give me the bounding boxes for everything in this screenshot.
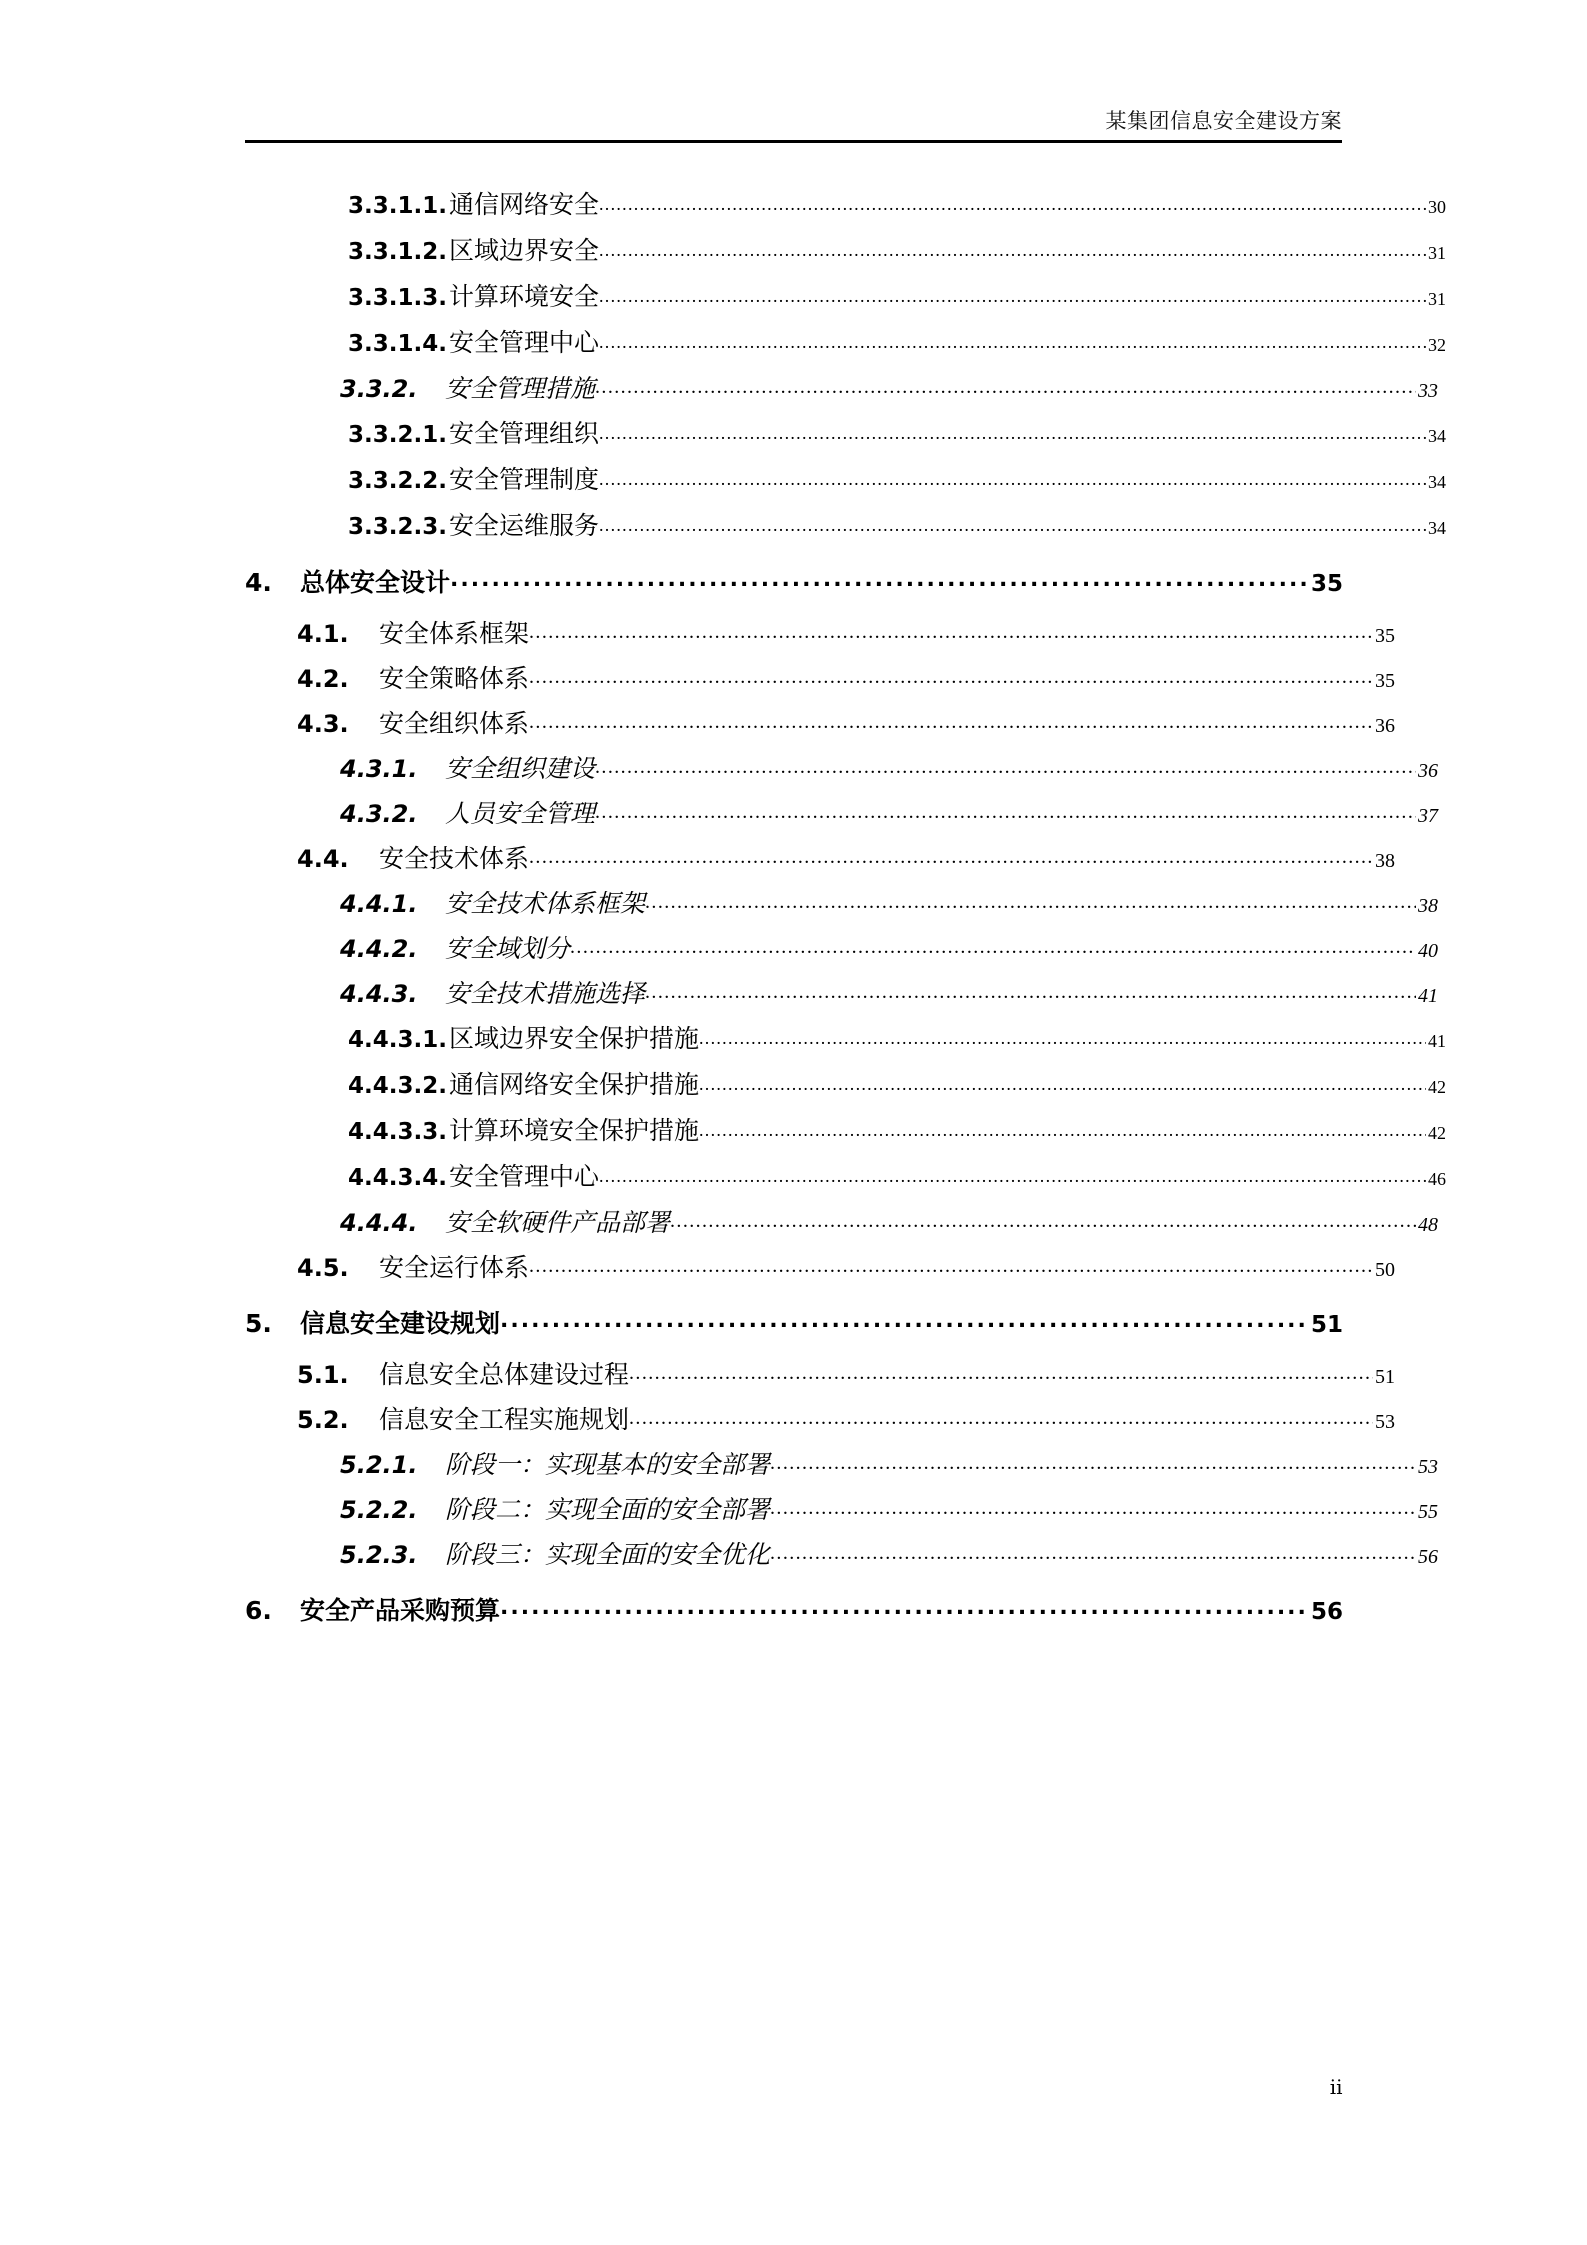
- toc-entry-number: 3.3.1.4.: [348, 331, 447, 357]
- toc-entry[interactable]: [245, 1307, 1343, 1337]
- toc-entry-number: 3.3.2.1.: [348, 422, 447, 448]
- toc-entry-number: 5.: [245, 1309, 272, 1338]
- toc-leader-dots: [599, 417, 1426, 442]
- toc-entry-number: 4.3.: [297, 710, 349, 738]
- toc-leader-dots: [500, 1594, 1309, 1619]
- toc-entry-page-number: 32: [1428, 335, 1446, 355]
- toc-entry[interactable]: [297, 842, 1395, 871]
- toc-entry[interactable]: [348, 234, 1446, 264]
- toc-leader-dots: [529, 707, 1373, 732]
- toc-entry-page-number: 51: [1375, 1366, 1395, 1388]
- toc-entry-number: 6.: [245, 1596, 272, 1625]
- toc-entry-number: 4.2.: [297, 665, 349, 693]
- toc-entry[interactable]: [340, 1538, 1438, 1567]
- toc-entry[interactable]: [297, 707, 1395, 736]
- toc-entry-title: 安全运行体系: [379, 1253, 530, 1282]
- toc-entry-number: 4.4.3.1.: [348, 1027, 447, 1053]
- toc-entry-title: 信息安全建设规划: [300, 1309, 501, 1338]
- toc-entry-title: 阶段二：实现全面的安全部署: [445, 1495, 771, 1524]
- toc-leader-dots: [570, 932, 1416, 957]
- toc-entry-title: 通信网络安全: [448, 190, 599, 219]
- toc-entry-number: 4.4.3.4.: [348, 1165, 447, 1191]
- toc-leader-dots: [529, 1251, 1373, 1276]
- toc-entry[interactable]: [340, 887, 1438, 916]
- toc-entry[interactable]: [245, 566, 1343, 596]
- toc-leader-dots: [645, 977, 1416, 1002]
- toc-entry-page-number: 53: [1375, 1411, 1395, 1433]
- toc-entry-page-number: 37: [1418, 805, 1438, 827]
- toc-entry[interactable]: [340, 977, 1438, 1006]
- toc-entry-title: 信息安全总体建设过程: [379, 1360, 630, 1389]
- toc-leader-dots: [770, 1493, 1416, 1518]
- toc-entry-number: 3.3.2.: [340, 375, 418, 403]
- toc-entry-page-number: 48: [1418, 1214, 1438, 1236]
- toc-entry-page-number: 56: [1310, 1599, 1343, 1625]
- toc-entry[interactable]: [297, 1251, 1395, 1280]
- toc-entry-number: 4.1.: [297, 620, 349, 648]
- toc-entry-number: 3.3.1.1.: [348, 193, 447, 219]
- toc-entry[interactable]: [297, 662, 1395, 691]
- toc-leader-dots: [599, 188, 1426, 213]
- toc-entry-title: 计算环境安全: [448, 282, 599, 311]
- toc-entry-page-number: 34: [1428, 518, 1446, 538]
- toc-entry-page-number: 50: [1375, 1259, 1395, 1281]
- toc-entry-page-number: 34: [1428, 426, 1446, 446]
- toc-entry[interactable]: [348, 1114, 1446, 1144]
- toc-entry-page-number: 34: [1428, 472, 1446, 492]
- toc-entry-page-number: 40: [1418, 940, 1438, 962]
- toc-entry[interactable]: [348, 463, 1446, 493]
- toc-entry-title: 区域边界安全: [448, 236, 599, 265]
- toc-entry[interactable]: [348, 280, 1446, 310]
- toc-leader-dots: [595, 372, 1416, 397]
- toc-leader-dots: [599, 463, 1426, 488]
- toc-entry-number: 5.2.3.: [340, 1541, 418, 1569]
- toc-entry-number: 3.3.2.2.: [348, 468, 447, 494]
- toc-leader-dots: [629, 1403, 1373, 1428]
- toc-entry-number: 4.4.: [297, 845, 349, 873]
- toc-entry-title: 人员安全管理: [445, 799, 596, 828]
- page-header: [245, 108, 1342, 143]
- toc-entry[interactable]: [340, 1493, 1438, 1522]
- toc-entry[interactable]: [340, 752, 1438, 781]
- toc-entry-title: 安全运维服务: [448, 511, 599, 540]
- toc-entry-number: 3.3.1.2.: [348, 239, 447, 265]
- toc-entry-title: 安全域划分: [445, 934, 571, 963]
- toc-entry-title: 安全体系框架: [379, 619, 530, 648]
- toc-leader-dots: [670, 1206, 1416, 1231]
- toc-entry-number: 4.4.1.: [340, 890, 418, 918]
- footer-page-number: ii: [1329, 2075, 1343, 2099]
- toc-entry-page-number: 53: [1418, 1456, 1438, 1478]
- toc-entry-title: 安全组织体系: [379, 709, 530, 738]
- toc-leader-dots: [595, 797, 1416, 822]
- toc-entry-page-number: 35: [1375, 625, 1395, 647]
- toc-entry-title: 通信网络安全保护措施: [448, 1070, 699, 1099]
- toc-entry-title: 安全软硬件产品部署: [445, 1208, 671, 1237]
- toc-entry-page-number: 38: [1418, 895, 1438, 917]
- toc-entry-title: 安全管理中心: [448, 328, 599, 357]
- toc-entry-page-number: 35: [1375, 670, 1395, 692]
- toc-leader-dots: [500, 1307, 1309, 1332]
- toc-entry-title: 总体安全设计: [300, 568, 451, 597]
- toc-entry-page-number: 36: [1375, 715, 1395, 737]
- toc-entry-number: 4.3.2.: [340, 800, 418, 828]
- toc-entry-title: 信息安全工程实施规划: [379, 1405, 630, 1434]
- toc-entry-title: 阶段一：实现基本的安全部署: [445, 1450, 771, 1479]
- toc-leader-dots: [599, 234, 1426, 259]
- toc-entry-number: 3.3.1.3.: [348, 285, 447, 311]
- toc-leader-dots: [529, 662, 1373, 687]
- toc-leader-dots: [529, 842, 1373, 867]
- toc-leader-dots: [770, 1448, 1416, 1473]
- toc-entry[interactable]: [348, 509, 1446, 539]
- toc-entry-title: 安全技术措施选择: [445, 979, 646, 1008]
- toc-entry[interactable]: [348, 417, 1446, 447]
- toc-entry[interactable]: [348, 1160, 1446, 1190]
- toc-leader-dots: [599, 509, 1426, 534]
- toc-entry[interactable]: [340, 372, 1438, 401]
- toc-leader-dots: [595, 752, 1416, 777]
- toc-entry-page-number: 56: [1418, 1546, 1438, 1568]
- toc-entry-page-number: 41: [1428, 1031, 1446, 1051]
- toc-entry-page-number: 38: [1375, 850, 1395, 872]
- toc-entry-number: 5.2.2.: [340, 1496, 418, 1524]
- toc-entry[interactable]: [340, 932, 1438, 961]
- toc-entry-number: 4.4.4.: [340, 1209, 418, 1237]
- toc-entry-number: 4.4.3.2.: [348, 1073, 447, 1099]
- toc-leader-dots: [450, 566, 1309, 591]
- toc-entry-title: 计算环境安全保护措施: [448, 1116, 699, 1145]
- toc-entry-title: 安全管理组织: [448, 419, 599, 448]
- toc-entry[interactable]: [348, 1022, 1446, 1052]
- toc-entry[interactable]: [348, 326, 1446, 356]
- toc-entry-page-number: 51: [1310, 1312, 1343, 1338]
- toc-leader-dots: [599, 326, 1426, 351]
- toc-entry-title: 安全管理措施: [445, 374, 596, 403]
- toc-entry-page-number: 35: [1310, 571, 1343, 597]
- toc-leader-dots: [599, 280, 1426, 305]
- toc-entry-number: 4.5.: [297, 1254, 349, 1282]
- toc-entry-page-number: 33: [1418, 380, 1438, 402]
- toc-entry-page-number: 41: [1418, 985, 1438, 1007]
- toc-entry-number: 4.4.2.: [340, 935, 418, 963]
- toc-leader-dots: [599, 1160, 1426, 1185]
- toc-entry[interactable]: [348, 1068, 1446, 1098]
- toc-entry-page-number: 42: [1428, 1123, 1446, 1143]
- toc-entry-page-number: 55: [1418, 1501, 1438, 1523]
- toc-entry[interactable]: [297, 1403, 1395, 1432]
- toc-entry-number: 4.4.3.: [340, 980, 418, 1008]
- toc-entry[interactable]: [297, 617, 1395, 646]
- toc-entry-page-number: 31: [1428, 289, 1446, 309]
- toc-entry-page-number: 30: [1428, 197, 1446, 217]
- toc-entry-title: 安全管理中心: [448, 1162, 599, 1191]
- toc-entry[interactable]: [297, 1358, 1395, 1387]
- toc-entry-title: 安全策略体系: [379, 664, 530, 693]
- toc-entry-number: 5.2.1.: [340, 1451, 418, 1479]
- toc-entry-page-number: 31: [1428, 243, 1446, 263]
- toc-entry-page-number: 46: [1428, 1169, 1446, 1189]
- toc-entry[interactable]: [340, 797, 1438, 826]
- toc-entry-number: 4.3.1.: [340, 755, 418, 783]
- toc-leader-dots: [529, 617, 1373, 642]
- toc-entry[interactable]: [340, 1448, 1438, 1477]
- toc-entry[interactable]: [340, 1206, 1438, 1235]
- toc-leader-dots: [770, 1538, 1416, 1563]
- toc-leader-dots: [699, 1114, 1426, 1139]
- toc-entry-title: 安全技术体系: [379, 844, 530, 873]
- toc-entry-number: 5.2.: [297, 1406, 349, 1434]
- header-document-title: 某集团信息安全建设方案: [1105, 109, 1342, 133]
- toc-entry-page-number: 36: [1418, 760, 1438, 782]
- table-of-contents: [245, 188, 1446, 1645]
- toc-entry-number: 4.4.3.3.: [348, 1119, 447, 1145]
- toc-entry-title: 安全组织建设: [445, 754, 596, 783]
- toc-leader-dots: [699, 1068, 1426, 1093]
- header-divider: [245, 140, 1342, 143]
- toc-entry-number: 5.1.: [297, 1361, 349, 1389]
- toc-entry[interactable]: [348, 188, 1446, 218]
- toc-leader-dots: [645, 887, 1416, 912]
- toc-entry-title: 安全产品采购预算: [300, 1596, 501, 1625]
- toc-entry[interactable]: [245, 1594, 1343, 1624]
- toc-entry-number: 3.3.2.3.: [348, 514, 447, 540]
- page-footer: [0, 2075, 1587, 2099]
- toc-entry-title: 区域边界安全保护措施: [448, 1024, 699, 1053]
- toc-leader-dots: [699, 1022, 1426, 1047]
- toc-entry-title: 安全管理制度: [448, 465, 599, 494]
- toc-entry-page-number: 42: [1428, 1077, 1446, 1097]
- toc-leader-dots: [629, 1358, 1373, 1383]
- toc-entry-title: 阶段三：实现全面的安全优化: [445, 1540, 771, 1569]
- toc-entry-number: 4.: [245, 568, 272, 597]
- toc-entry-title: 安全技术体系框架: [445, 889, 646, 918]
